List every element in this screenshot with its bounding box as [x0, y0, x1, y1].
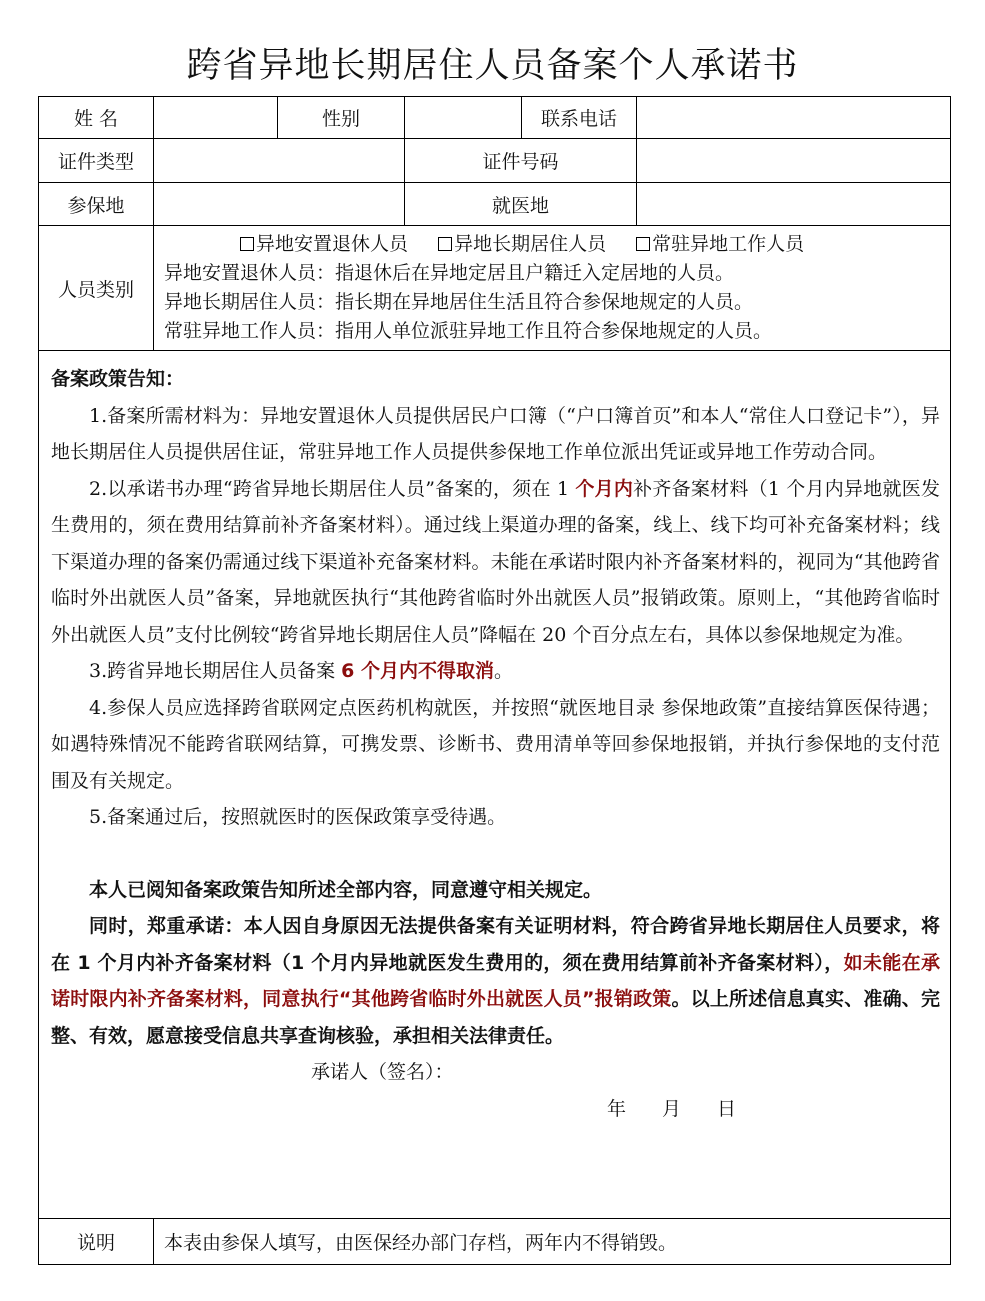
- policy-heading: 备案政策告知：: [51, 368, 185, 390]
- checkbox-icon[interactable]: [438, 237, 452, 251]
- date-month: 月: [662, 1097, 682, 1120]
- category-cell: [154, 226, 951, 351]
- policy-item-3-emphasis: 6 个月内不得取消: [341, 660, 495, 682]
- category-option-label: 常驻异地工作人员: [652, 233, 805, 255]
- phone-label: 联系电话: [522, 97, 637, 139]
- phone-field[interactable]: [637, 97, 951, 139]
- note-text: 本表由参保人填写，由医保经办部门存档，两年内不得销毁。: [154, 1219, 951, 1265]
- policy-item-5: 5.备案通过后，按照就医时的医保政策享受待遇。: [89, 806, 507, 828]
- name-field[interactable]: [154, 97, 278, 139]
- category-option-label: 异地安置退休人员: [256, 233, 409, 255]
- id-number-label: 证件号码: [405, 139, 637, 183]
- pledge-text: 同时，郑重承诺：本人因自身原因无法提供备案有关证明材料，符合跨省异地长期居住人员要求，将在 1 个月内补齐备案材料（1 个月内异地就医发生费用的，须在费用结算前补齐备案材料），: [51, 915, 940, 974]
- pledge-paragraph-2: [51, 908, 940, 1054]
- note-label: 说明: [39, 1219, 154, 1265]
- gender-field[interactable]: [405, 97, 522, 139]
- pledge-text-cont: 。以上所述信息真实、准确、完整、有效，愿意接受信息共享查询核验，承担相关法律责任。: [51, 988, 940, 1047]
- policy-item-3-text: 3.跨省异地长期居住人员备案: [89, 660, 342, 682]
- spacer: [51, 836, 940, 872]
- category-label: 人员类别: [39, 226, 154, 351]
- policy-item-2-emphasis: 个月内: [575, 477, 634, 500]
- policy-item-4: 4.参保人员应选择跨省联网定点医药机构就医，并按照“就医地目录 参保地政策”直接结算医保待遇；如遇特殊情况不能跨省联网结算，可携发票、诊断书、费用清单等回参保地报销，并执行参保地的支付范围及有关规定。: [51, 696, 940, 792]
- policy-item-2: [51, 471, 940, 654]
- category-option-retired[interactable]: [240, 233, 408, 255]
- date-line: [51, 1091, 940, 1128]
- signature-line: [51, 1054, 940, 1091]
- category-option-resident-worker[interactable]: [636, 233, 804, 255]
- name-label: 姓 名: [39, 97, 154, 139]
- policy-item-3-text-cont: 。: [494, 660, 514, 682]
- medical-place-label: 就医地: [405, 183, 637, 226]
- policy-section: [39, 351, 951, 1219]
- category-definition: 常驻异地工作人员：指用人单位派驻异地工作且符合参保地规定的人员。: [164, 320, 773, 342]
- policy-item-2-text: 2.以承诺书办理“跨省异地长期居住人员”备案的，须在 1: [89, 477, 576, 500]
- checkbox-icon[interactable]: [240, 237, 254, 251]
- registration-form: [38, 96, 951, 1265]
- id-number-field[interactable]: [637, 139, 951, 183]
- category-option-label: 异地长期居住人员: [454, 233, 607, 255]
- policy-item-2-text-cont: 补齐备案材料（1 个月内异地就医发生费用的，须在费用结算前补齐备案材料）。通过线上渠道办理的备案，线上、线下均可补充备案材料；线下渠道办理的备案仍需通过线下渠道补充备案材料。未能在承诺时限内补齐备案材料的，视同为“其他跨省临时外出就医人员”备案，异地就医执行“其他跨省临时外出就医人员”报销政策。原则上，“其他跨省临时外出就医人员”支付比例较“跨省异地长期居住人员”降幅在 20 个百分点左右，具体以参保地规定为准。: [51, 477, 940, 646]
- pledge-paragraph-1: 本人已阅知备案政策告知所述全部内容，同意遵守相关规定。: [89, 878, 603, 901]
- checkbox-icon[interactable]: [636, 237, 650, 251]
- pledge-emphasis: 如未能在承诺时限内补齐备案材料，同意执行“其他跨省临时外出就医人员”报销政策: [51, 951, 940, 1010]
- document-title: 跨省异地长期居住人员备案个人承诺书: [186, 46, 799, 86]
- signature-field[interactable]: [454, 1054, 654, 1078]
- medical-place-field[interactable]: [637, 183, 951, 226]
- insured-place-field[interactable]: [154, 183, 405, 226]
- signature-label: 承诺人（签名）：: [311, 1061, 454, 1083]
- policy-item-3: [51, 653, 940, 690]
- date-year: 年: [607, 1097, 627, 1120]
- gender-label: 性别: [278, 97, 405, 139]
- category-option-long-term[interactable]: [438, 233, 606, 255]
- id-type-field[interactable]: [154, 139, 405, 183]
- insured-place-label: 参保地: [39, 183, 154, 226]
- category-options: [164, 230, 950, 259]
- id-type-label: 证件类型: [39, 139, 154, 183]
- date-day: 日: [717, 1097, 737, 1120]
- category-definition: 异地长期居住人员：指长期在异地居住生活且符合参保地规定的人员。: [164, 291, 754, 313]
- policy-item-1: 1.备案所需材料为：异地安置退休人员提供居民户口簿（“户口簿首页”和本人“常住人口登记卡”），异地长期居住人员提供居住证，常驻异地工作人员提供参保地工作单位派出凭证或异地工作劳动合同。: [51, 404, 940, 463]
- category-definition: 异地安置退休人员：指退休后在异地定居且户籍迁入定居地的人员。: [164, 262, 735, 284]
